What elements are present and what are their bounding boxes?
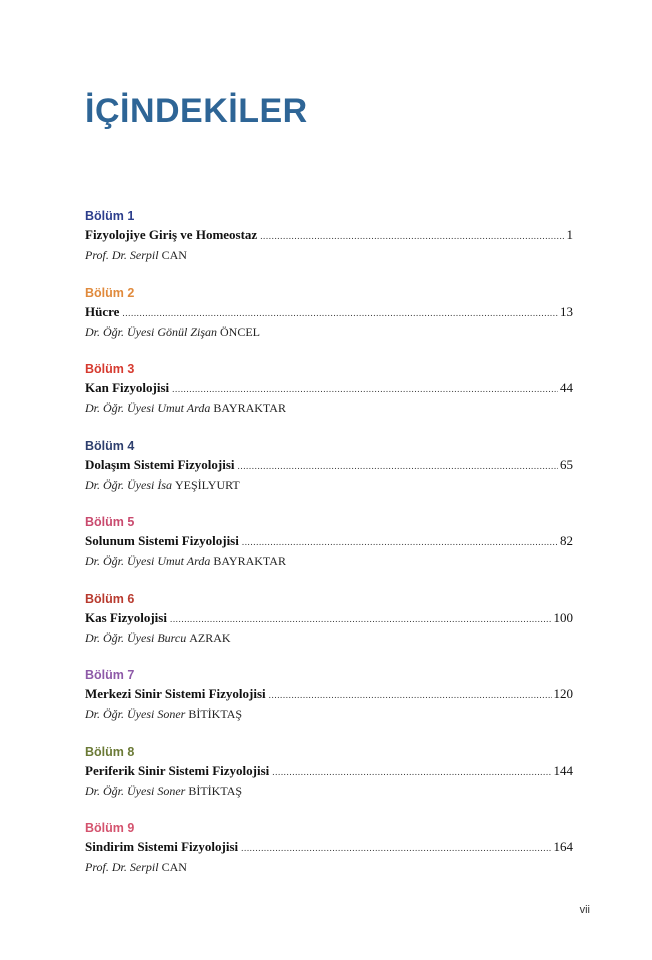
toc-entry[interactable] xyxy=(85,819,573,896)
dot-leader xyxy=(242,532,558,552)
author-surname: YEŞİLYURT xyxy=(175,477,240,492)
dot-leader xyxy=(272,762,551,782)
chapter-title[interactable]: Periferik Sinir Sistemi Fizyolojisi xyxy=(85,762,270,778)
chapter-title[interactable]: Solunum Sistemi Fizyolojisi xyxy=(85,533,239,548)
toc-entry[interactable] xyxy=(85,590,573,667)
author-given-name: Dr. Öğr. Üyesi Soner xyxy=(85,783,186,798)
dot-leader xyxy=(260,226,564,246)
author-surname: BİTİKTAŞ xyxy=(188,783,243,798)
chapter-title-line[interactable] xyxy=(85,761,573,781)
chapter-label: Bölüm 5 xyxy=(85,515,135,529)
dot-leader xyxy=(241,838,551,858)
dot-leader xyxy=(172,379,558,399)
table-of-contents xyxy=(85,207,573,896)
chapter-label: Bölüm 7 xyxy=(85,668,135,682)
chapter-page-number[interactable]: 13 xyxy=(560,303,573,319)
chapter-page-number[interactable]: 82 xyxy=(560,533,573,548)
toc-entry[interactable] xyxy=(85,207,573,284)
chapter-author xyxy=(85,628,573,648)
page-number: vii xyxy=(579,904,590,916)
toc-entry[interactable] xyxy=(85,284,573,361)
chapter-title-line[interactable] xyxy=(85,608,573,628)
toc-entry[interactable] xyxy=(85,743,573,820)
author-surname: BAYRAKTAR xyxy=(213,554,286,568)
chapter-page-number[interactable]: 100 xyxy=(553,609,573,625)
author-surname: ÖNCEL xyxy=(220,324,261,339)
chapter-author xyxy=(85,245,573,265)
chapter-page-number[interactable]: 144 xyxy=(553,762,573,778)
chapter-title-line[interactable] xyxy=(85,684,573,704)
chapter-author xyxy=(85,475,573,495)
chapter-label: Bölüm 4 xyxy=(85,438,135,453)
dot-leader xyxy=(170,609,552,629)
chapter-page-number[interactable]: 1 xyxy=(566,227,573,242)
chapter-title[interactable]: Dolaşım Sistemi Fizyolojisi xyxy=(85,456,235,472)
chapter-title[interactable]: Fizyolojiye Giriş ve Homeostaz xyxy=(85,227,258,242)
chapter-title-line[interactable] xyxy=(85,378,573,398)
author-surname: CAN xyxy=(161,860,187,874)
chapter-title-line[interactable] xyxy=(85,837,573,857)
chapter-author xyxy=(85,781,573,801)
author-given-name: Dr. Öğr. Üyesi Soner xyxy=(85,707,186,721)
chapter-page-number[interactable]: 164 xyxy=(553,839,573,854)
author-surname: BAYRAKTAR xyxy=(213,401,286,415)
chapter-page-number[interactable]: 120 xyxy=(553,686,573,701)
author-given-name: Dr. Öğr. Üyesi Burcu xyxy=(85,630,187,645)
chapter-page-number[interactable]: 65 xyxy=(560,456,573,472)
chapter-title-line[interactable] xyxy=(85,302,573,322)
author-surname: CAN xyxy=(161,248,187,262)
page-title: İÇİNDEKİLER xyxy=(85,92,308,130)
chapter-title[interactable]: Sindirim Sistemi Fizyolojisi xyxy=(85,839,239,854)
chapter-page-number[interactable]: 44 xyxy=(560,380,573,395)
author-surname: BİTİKTAŞ xyxy=(188,707,243,721)
chapter-title[interactable]: Merkezi Sinir Sistemi Fizyolojisi xyxy=(85,686,266,701)
chapter-author xyxy=(85,857,573,877)
chapter-title-line[interactable] xyxy=(85,531,573,551)
chapter-author xyxy=(85,551,573,571)
author-given-name: Dr. Öğr. Üyesi Umut Arda xyxy=(85,554,211,568)
author-given-name: Dr. Öğr. Üyesi İsa xyxy=(85,477,172,492)
chapter-title[interactable]: Kan Fizyolojisi xyxy=(85,380,170,395)
author-surname: AZRAK xyxy=(189,630,231,645)
dot-leader xyxy=(238,456,559,476)
dot-leader xyxy=(122,303,558,323)
chapter-author xyxy=(85,398,573,418)
author-given-name: Prof. Dr. Serpil xyxy=(85,860,159,874)
author-given-name: Prof. Dr. Serpil xyxy=(85,248,159,262)
chapter-title-line[interactable] xyxy=(85,455,573,475)
toc-entry[interactable] xyxy=(85,666,573,743)
chapter-title-line[interactable] xyxy=(85,225,573,245)
chapter-label: Bölüm 3 xyxy=(85,362,135,376)
chapter-label: Bölüm 8 xyxy=(85,744,135,759)
chapter-label: Bölüm 2 xyxy=(85,285,135,300)
toc-entry[interactable] xyxy=(85,513,573,590)
toc-entry[interactable] xyxy=(85,437,573,514)
chapter-author xyxy=(85,322,573,342)
author-given-name: Dr. Öğr. Üyesi Gönül Zişan xyxy=(85,324,218,339)
toc-entry[interactable] xyxy=(85,360,573,437)
chapter-label: Bölüm 9 xyxy=(85,821,135,835)
chapter-title[interactable]: Hücre xyxy=(85,303,120,319)
dot-leader xyxy=(269,685,552,705)
chapter-title[interactable]: Kas Fizyolojisi xyxy=(85,609,167,625)
chapter-author xyxy=(85,704,573,724)
author-given-name: Dr. Öğr. Üyesi Umut Arda xyxy=(85,401,211,415)
chapter-label: Bölüm 1 xyxy=(85,209,135,223)
chapter-label: Bölüm 6 xyxy=(85,591,135,606)
